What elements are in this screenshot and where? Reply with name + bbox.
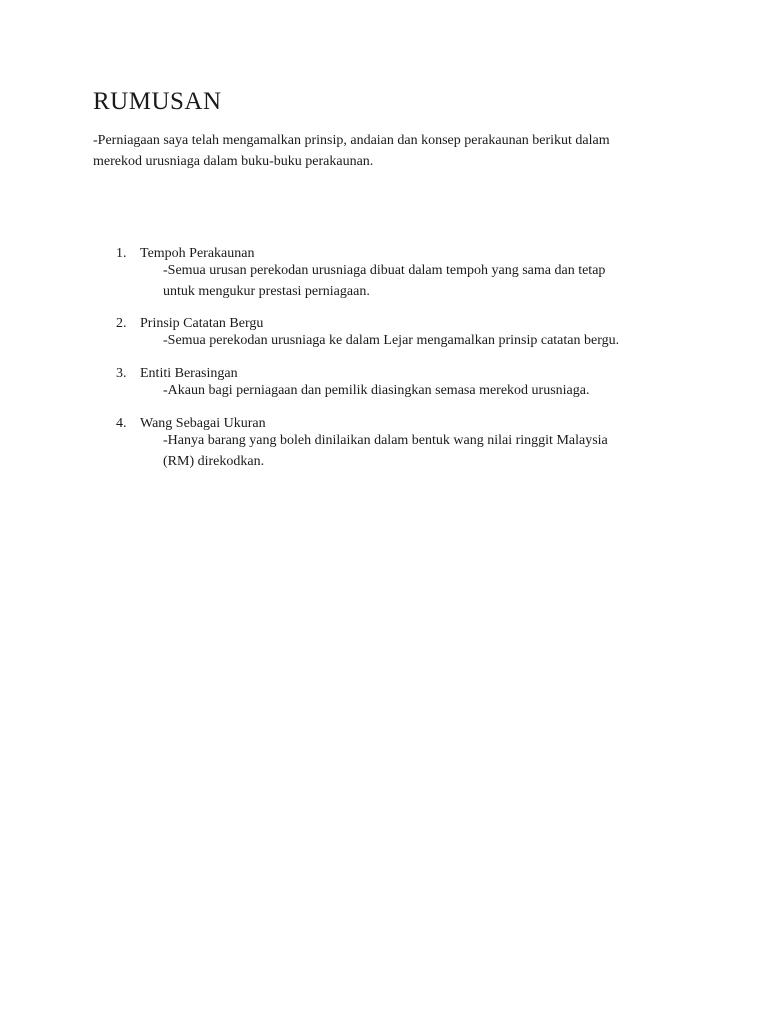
list-item-number: 1.	[116, 246, 127, 261]
description-line: (RM) direkodkan.	[163, 454, 265, 469]
intro-line: merekod urusniaga dalam buku-buku perakaunan.	[93, 154, 374, 169]
list-item-title: Wang Sebagai Ukuran	[140, 416, 266, 431]
list-item-description	[163, 260, 696, 302]
list-item-title: Prinsip Catatan Bergu	[140, 316, 264, 331]
list-item	[116, 246, 696, 302]
list-item-number: 4.	[116, 416, 127, 431]
description-line: -Akaun bagi perniagaan dan pemilik diasingkan semasa merekod urusniaga.	[163, 383, 590, 398]
description-line: -Semua urusan perekodan urusniaga dibuat dalam tempoh yang sama dan tetap	[163, 263, 606, 278]
list-item	[116, 316, 696, 351]
list-item-description	[163, 430, 696, 472]
list-item-number: 3.	[116, 366, 127, 381]
page-title: RUMUSAN	[93, 88, 222, 115]
list-item-description	[163, 380, 696, 401]
list-item	[116, 416, 696, 472]
list-item-title: Entiti Berasingan	[140, 366, 238, 381]
intro-paragraph	[93, 130, 693, 172]
list-item	[116, 366, 696, 401]
intro-line: -Perniagaan saya telah mengamalkan prinsip, andaian dan konsep perakaunan berikut dalam	[93, 133, 610, 148]
description-line: untuk mengukur prestasi perniagaan.	[163, 284, 370, 299]
list-item-number: 2.	[116, 316, 127, 331]
description-line: -Semua perekodan urusniaga ke dalam Lejar mengamalkan prinsip catatan bergu.	[163, 333, 620, 348]
list-item-description	[163, 330, 696, 351]
list-item-title: Tempoh Perakaunan	[140, 246, 255, 261]
description-line: -Hanya barang yang boleh dinilaikan dalam bentuk wang nilai ringgit Malaysia	[163, 433, 608, 448]
